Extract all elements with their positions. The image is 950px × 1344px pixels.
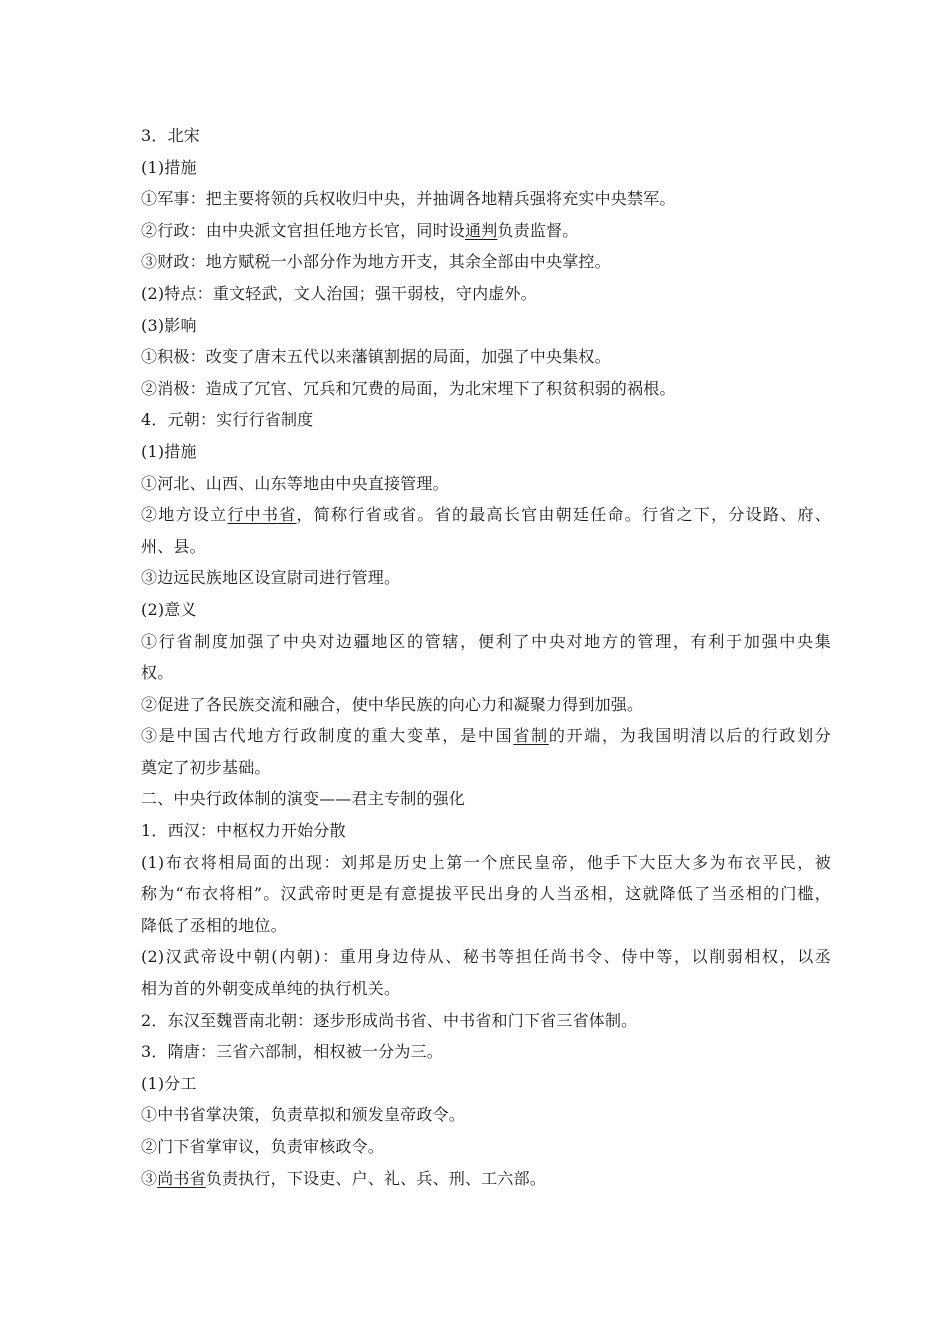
heading-northern-song: 3．北宋 [141,126,200,145]
subheading-impact: (3)影响 [141,315,197,335]
heading-yuan-dynasty: 4．元朝：实行行省制度 [141,410,314,430]
subheading-measures: (1)措施 [141,157,197,177]
subheading-measures: (1)措施 [141,441,197,461]
paragraph-continuation: 降低了丞相的地位。 [141,915,287,935]
list-item: ①河北、山西、山东等地由中央直接管理。 [141,473,449,493]
heading-sui-tang: 3．隋唐：三省六部制，相权被一分为三。 [141,1042,443,1062]
list-item: ②行政：由中央派文官担任地方长官，同时设通判负责监督。 [141,220,579,240]
list-item: ②消极：造成了冗官、冗兵和冗费的局面，为北宋埋下了积贫积弱的祸根。 [141,378,676,398]
section-heading-central-admin: 二、中央行政体制的演变——君主专制的强化 [141,789,466,809]
list-item: ①军事：把主要将领的兵权收归中央，并抽调各地精兵强将充实中央禁军。 [141,189,676,209]
underlined-term: 尚书省 [157,1168,206,1188]
list-item: ①中书省掌决策，负责草拟和颁发皇帝政令。 [141,1105,466,1125]
paragraph-continuation: 相为首的外朝变成单纯的执行机关。 [141,979,401,999]
list-item: ①行省制度加强了中央对边疆地区的管辖，便利了中央对地方的管理，有利于加强中央集 [141,631,831,651]
list-item-continuation: 奠定了初步基础。 [141,757,271,777]
heading-eastern-han: 2．东汉至魏晋南北朝：逐步形成尚书省、中书省和门下省三省体制。 [141,1010,638,1030]
underlined-term: 通判 [465,220,498,240]
paragraph: (2)汉武帝设中朝(内朝)：重用身边侍从、秘书等担任尚书令、侍中等，以削弱相权，以丞 [141,947,831,967]
list-item-continuation: 州、县。 [141,536,206,556]
list-item: ③是中国古代地方行政制度的重大变革，是中国省制的开端，为我国明清以后的行政划分 [141,726,831,746]
list-item: ②促进了各民族交流和融合，使中华民族的向心力和凝聚力得到加强。 [141,694,644,714]
list-item: ③尚书省负责执行，下设吏、户、礼、兵、刑、工六部。 [141,1168,547,1188]
list-item: ③边远民族地区设宣尉司进行管理。 [141,568,401,588]
document-body [141,120,831,1194]
paragraph: (1)布衣将相局面的出现：刘邦是历史上第一个庶民皇帝，他手下大臣大多为布衣平民，被 [141,852,831,872]
heading-western-han: 1．西汉：中枢权力开始分散 [141,821,346,841]
subheading-significance: (2)意义 [141,599,197,619]
underlined-term: 行中书省 [227,505,297,525]
list-item: ②地方设立行中书省，简称行省或省。省的最高长官由朝廷任命。行省之下，分设路、府、 [141,505,831,525]
list-item-continuation: 权。 [141,663,174,683]
list-item: ③财政：地方赋税一小部分作为地方开支，其余全部由中央掌控。 [141,252,611,272]
list-item: ①积极：改变了唐末五代以来藩镇割据的局面，加强了中央集权。 [141,347,611,367]
subheading-features: (2)特点：重文轻武，文人治国；强干弱枝，守内虚外。 [141,283,537,303]
subheading-division: (1)分工 [141,1073,197,1093]
paragraph-continuation: 称为“布衣将相”。汉武帝时更是有意提拔平民出身的人当丞相，这就降低了当丞相的门槛， [141,884,831,904]
underlined-term: 省制 [513,726,549,746]
list-item: ②门下省掌审议，负责审核政令。 [141,1137,385,1156]
